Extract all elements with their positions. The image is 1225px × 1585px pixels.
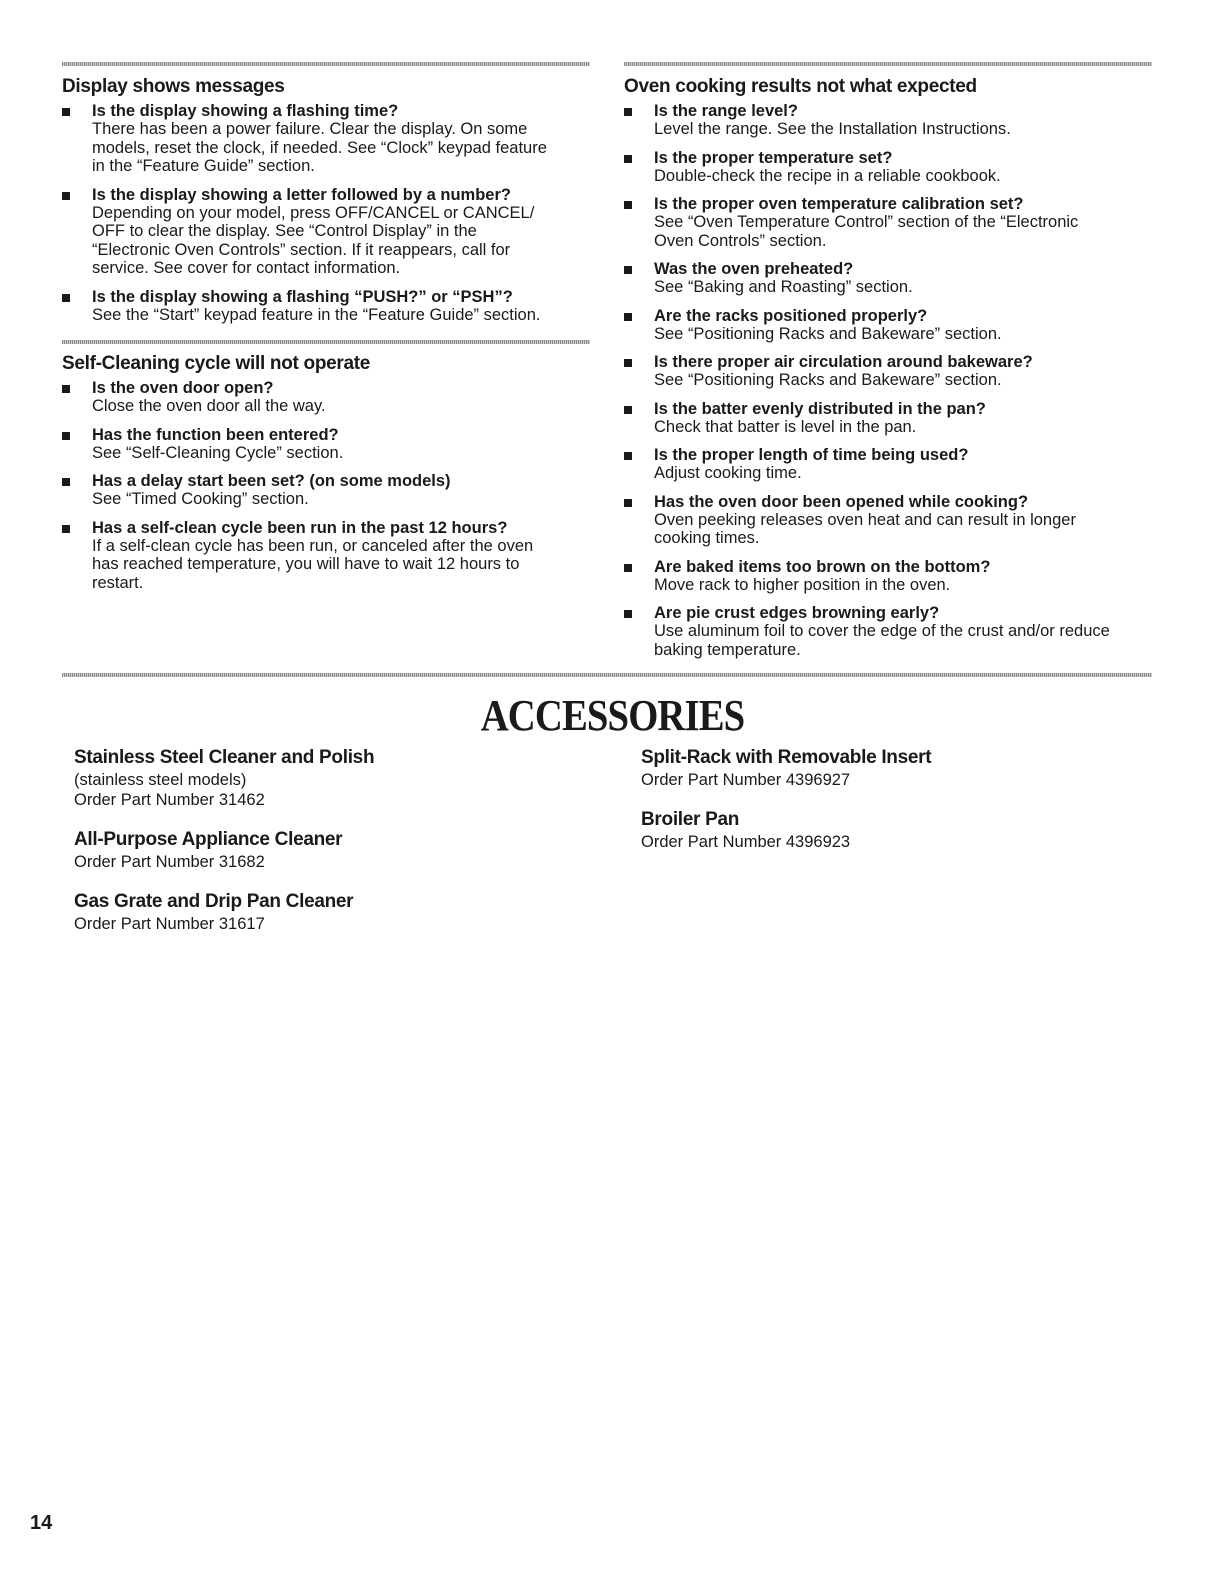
- bullet-icon: [624, 406, 632, 414]
- answer: Move rack to higher position in the oven.: [654, 575, 951, 594]
- bullet-icon: [624, 359, 632, 367]
- accessory-part-number: Order Part Number 31617: [74, 915, 265, 933]
- section-title: Display shows messages: [62, 76, 285, 97]
- answer: Oven peeking releases oven heat and can result in longer cooking times.: [654, 510, 1076, 547]
- bullet-icon: [62, 385, 70, 393]
- accessory-name: Broiler Pan: [641, 809, 740, 830]
- list-item: [624, 149, 1184, 186]
- bullet-icon: [62, 294, 70, 302]
- accessory-name: Gas Grate and Drip Pan Cleaner: [74, 891, 354, 912]
- question: Is the display showing a flashing “PUSH?” or “PSH”?: [92, 287, 513, 306]
- question: Are baked items too brown on the bottom?: [654, 557, 991, 576]
- list-item: [62, 519, 602, 593]
- list-item: [624, 604, 1184, 659]
- bullet-icon: [624, 564, 632, 572]
- bullet-icon: [624, 266, 632, 274]
- accessories-left-column: [74, 746, 594, 952]
- answer: Check that batter is level in the pan.: [654, 417, 917, 436]
- accessory-item: [641, 746, 1161, 790]
- list-item: [62, 186, 602, 278]
- bullet-icon: [62, 108, 70, 116]
- answer: See “Oven Temperature Control” section of the “Electronic Oven Controls” section.: [654, 213, 1079, 250]
- bullet-icon: [624, 499, 632, 507]
- list-item: [624, 493, 1184, 548]
- accessory-name: Split-Rack with Removable Insert: [641, 747, 932, 768]
- answer: If a self-clean cycle has been run, or canceled after the oven has reached temperature, you will have to wait 12 hours to restart.: [92, 536, 534, 592]
- accessory-part-number: Order Part Number 31462: [74, 791, 265, 809]
- mid-rule-left: [62, 340, 590, 344]
- section-title: Self-Cleaning cycle will not operate: [62, 353, 371, 374]
- section-self-cleaning: [62, 353, 602, 602]
- bullet-icon: [624, 201, 632, 209]
- list-item: [624, 353, 1184, 390]
- answer: There has been a power failure. Clear the display. On some models, reset the clock, if needed. See “Clock” keypad feature in the “Feature Guide” section.: [92, 120, 547, 175]
- question: Is the proper temperature set?: [654, 148, 893, 167]
- question: Is the proper oven temperature calibration set?: [654, 195, 1024, 213]
- answer: Close the oven door all the way.: [92, 397, 326, 415]
- accessories-right-column: [641, 746, 1161, 870]
- answer: See the “Start” keypad feature in the “Feature Guide” section.: [92, 305, 541, 324]
- top-rule-right: [624, 62, 1152, 66]
- list-item: [624, 307, 1184, 344]
- bullet-icon: [624, 108, 632, 116]
- bullet-icon: [624, 610, 632, 618]
- accessory-part-number: Order Part Number 31682: [74, 853, 265, 871]
- question: Is the oven door open?: [92, 379, 274, 397]
- accessory-item: [74, 828, 594, 872]
- question: Is there proper air circulation around bakeware?: [654, 353, 1033, 371]
- list-item: [624, 260, 1184, 297]
- item-list: [624, 102, 1184, 659]
- section-title: Oven cooking results not what expected: [624, 76, 977, 97]
- list-item: [62, 472, 602, 509]
- bullet-icon: [624, 452, 632, 460]
- answer: Level the range. See the Installation Instructions.: [654, 120, 1011, 138]
- full-width-rule: [62, 673, 1152, 677]
- list-item: [62, 102, 602, 176]
- answer: See “Baking and Roasting” section.: [654, 278, 913, 296]
- accessory-detail: (stainless steel models): [74, 771, 247, 789]
- accessory-part-number: Order Part Number 4396923: [641, 833, 851, 851]
- bullet-icon: [62, 525, 70, 533]
- bullet-icon: [62, 478, 70, 486]
- answer: See “Timed Cooking” section.: [92, 490, 309, 508]
- accessory-name: Stainless Steel Cleaner and Polish: [74, 747, 375, 768]
- answer: Double-check the recipe in a reliable cookbook.: [654, 166, 1001, 185]
- question: Was the oven preheated?: [654, 260, 854, 278]
- list-item: [62, 426, 602, 463]
- list-item: [62, 379, 602, 416]
- item-list: [62, 102, 602, 324]
- question: Is the batter evenly distributed in the pan?: [654, 399, 986, 418]
- accessory-item: [74, 890, 594, 934]
- list-item: [624, 446, 1184, 483]
- accessory-item: [641, 808, 1161, 852]
- bullet-icon: [624, 155, 632, 163]
- page-number: 14: [30, 1512, 53, 1534]
- answer: Adjust cooking time.: [654, 464, 802, 482]
- answer: Use aluminum foil to cover the edge of the crust and/or reduce baking temperature.: [654, 622, 1110, 659]
- question: Has the function been entered?: [92, 425, 339, 444]
- answer: Depending on your model, press OFF/CANCEL or CANCEL/ OFF to clear the display. See “Control Display” in the “Electronic Oven Controls” section. If it reappears, call for service. See cover for contact information.: [92, 203, 535, 277]
- question: Is the range level?: [654, 102, 798, 120]
- list-item: [624, 195, 1184, 250]
- list-item: [624, 102, 1184, 139]
- accessory-item: [74, 746, 594, 810]
- question: Has the oven door been opened while cooking?: [654, 492, 1029, 511]
- bullet-icon: [62, 192, 70, 200]
- top-rule-left: [62, 62, 590, 66]
- answer: See “Positioning Racks and Bakeware” section.: [654, 324, 1002, 343]
- list-item: [624, 400, 1184, 437]
- list-item: [62, 288, 602, 325]
- question: Is the display showing a letter followed by a number?: [92, 185, 511, 204]
- section-display-messages: [62, 76, 602, 334]
- accessory-name: All-Purpose Appliance Cleaner: [74, 829, 343, 850]
- section-oven-results: [624, 76, 1184, 669]
- bullet-icon: [62, 432, 70, 440]
- question: Has a self-clean cycle been run in the past 12 hours?: [92, 518, 508, 537]
- question: Has a delay start been set? (on some models): [92, 472, 451, 490]
- question: Are pie crust edges browning early?: [654, 604, 940, 622]
- bullet-icon: [624, 313, 632, 321]
- question: Is the display showing a flashing time?: [92, 102, 399, 120]
- answer: See “Positioning Racks and Bakeware” section.: [654, 371, 1002, 389]
- accessories-heading: ACCESSORIES: [480, 691, 745, 740]
- question: Are the racks positioned properly?: [654, 306, 928, 325]
- item-list: [62, 379, 602, 592]
- answer: See “Self-Cleaning Cycle” section.: [92, 443, 344, 462]
- accessory-part-number: Order Part Number 4396927: [641, 771, 851, 789]
- question: Is the proper length of time being used?: [654, 446, 969, 464]
- list-item: [624, 558, 1184, 595]
